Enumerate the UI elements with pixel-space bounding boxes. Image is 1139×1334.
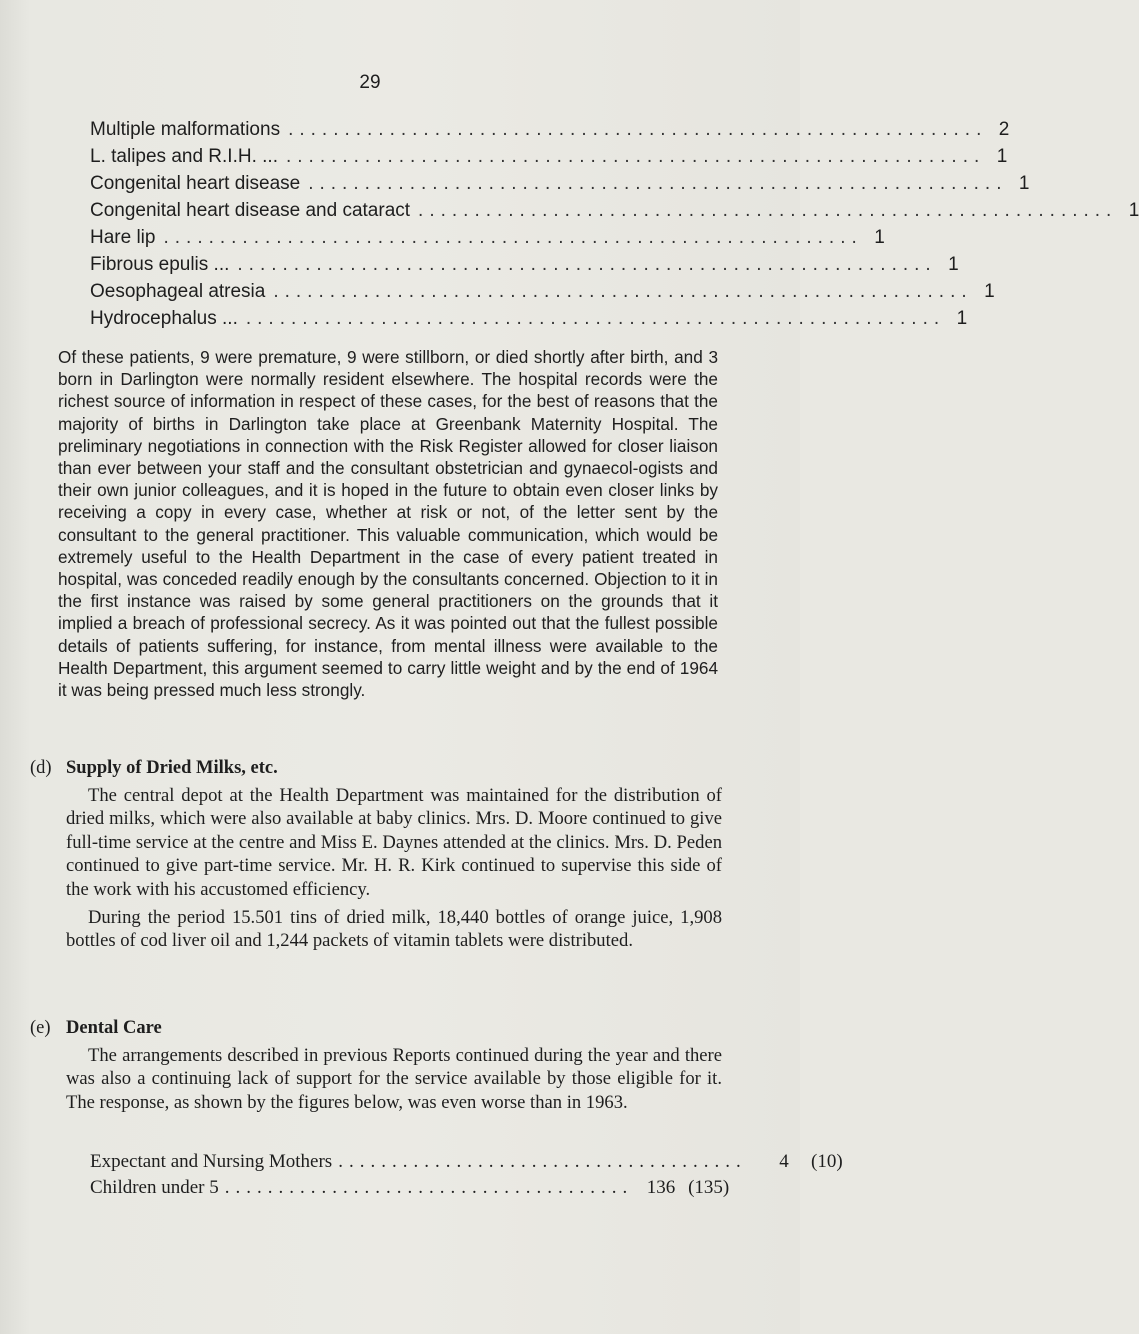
dental-care-paragraph: The arrangements described in previous Reports continued during the year and there was also a continuing lack of support for the service available by those eligible for it. The response, as shown by the figures below, was even worse than in 1963. <box>66 1045 722 1113</box>
table-row <box>90 1175 730 1201</box>
list-item <box>90 116 1010 143</box>
leader-dots: .............................................................. <box>418 200 1118 221</box>
malformation-count: 2 <box>998 119 1010 140</box>
stat-previous: (135) <box>688 1177 730 1198</box>
list-item <box>90 305 968 332</box>
leader-dots: .............................................................. <box>245 308 946 329</box>
malformations-list <box>90 116 1139 332</box>
distribution-paragraph: During the period 15.501 tins of dried milk, 18,440 bottles of orange juice, 1,908 bottles of cod liver oil and 1,244 packets of vitamin tablets were distributed. <box>66 907 722 952</box>
stat-label: Expectant and Nursing Mothers <box>90 1151 333 1172</box>
leader-dots: .............................................................. <box>273 281 973 302</box>
malformation-count: 1 <box>996 146 1008 167</box>
malformation-count: 1 <box>956 308 968 329</box>
malformation-count: 1 <box>1128 200 1139 221</box>
leader-dots: ...................................... <box>338 1151 747 1172</box>
list-item <box>90 251 959 278</box>
list-item <box>90 143 1008 170</box>
section-title: Dental Care <box>66 1018 162 1038</box>
malformation-label: Congenital heart disease and cataract <box>90 200 411 221</box>
stat-value: 136 <box>646 1177 676 1198</box>
malformation-label: Congenital heart disease <box>90 173 301 194</box>
section-e-heading <box>30 1018 162 1039</box>
dental-stats <box>90 1149 843 1201</box>
section-letter: (e) <box>30 1018 51 1038</box>
dried-milks-paragraph: The central depot at the Health Department was maintained for the distribution of dried milks, which were also available at baby clinics. Mrs. D. Moore continued to give full-time service at the centre and Miss E. Daynes attended at the clinics. Mrs. D. Peden continued to give part-time service. Mr. H. R. Kirk continued to supervise this side of the work with his accustomed efficiency. <box>66 785 722 900</box>
leader-dots: .............................................................. <box>285 146 986 167</box>
malformation-count: 1 <box>948 254 959 275</box>
leader-dots: .............................................................. <box>237 254 937 275</box>
leader-dots: .............................................................. <box>163 227 863 248</box>
malformation-count: 1 <box>984 281 995 302</box>
leader-dots: .............................................................. <box>308 173 1008 194</box>
leader-dots: ...................................... <box>224 1177 634 1198</box>
malformation-label: L. talipes and R.I.H. ... <box>90 146 278 167</box>
malformation-label: Hare lip <box>90 227 156 248</box>
page-number: 29 <box>359 72 381 93</box>
leader-dots: .............................................................. <box>288 119 988 140</box>
list-item <box>90 197 1139 224</box>
table-row <box>90 1149 843 1175</box>
malformation-count: 1 <box>874 227 885 248</box>
malformation-label: Oesophageal atresia <box>90 281 266 302</box>
patients-paragraph: Of these patients, 9 were premature, 9 were stillborn, or died shortly after birth, and 3 born in Darlington were normally resident elsewhere. The hospital records were the richest source of information in respect of these cases, for the best of reasons that the majority of births in Darlington take place at Greenbank Maternity Hospital. The preliminary negotiations in connection with the Risk Register allowed for closer liaison than ever between your staff and the consultant obstetrician and gynaecol-ogists and their own junior colleagues, and it is hoped in the future to obtain even closer links by receiving a copy in every case, whether at risk or not, of the letter sent by the consultant to the general practitioner. This valuable communication, which would be extremely useful to the Health Department in the case of every patient treated in hospital, was conceded readily enough by the consultants concerned. Objection to it in the first instance was raised by some general practitioners on the grounds that it implied a breach of professional secrecy. As it was pointed out that the fullest possible details of patients suffering, for instance, from mental illness were available to the Health Department, this argument seemed to carry little weight and by the end of 1964 it was being pressed much less strongly. <box>58 347 718 701</box>
list-item <box>90 224 885 251</box>
stat-previous: (10) <box>811 1151 843 1172</box>
malformation-label: Hydrocephalus ... <box>90 308 238 329</box>
section-title: Supply of Dried Milks, etc. <box>66 758 278 778</box>
malformation-label: Multiple malformations <box>90 119 281 140</box>
malformation-count: 1 <box>1018 173 1030 194</box>
section-d-heading <box>30 758 278 779</box>
stat-value: 4 <box>779 1151 789 1172</box>
list-item <box>90 170 1030 197</box>
stat-label: Children under 5 <box>90 1177 219 1198</box>
list-item <box>90 278 995 305</box>
malformation-label: Fibrous epulis ... <box>90 254 230 275</box>
section-letter: (d) <box>30 758 52 778</box>
